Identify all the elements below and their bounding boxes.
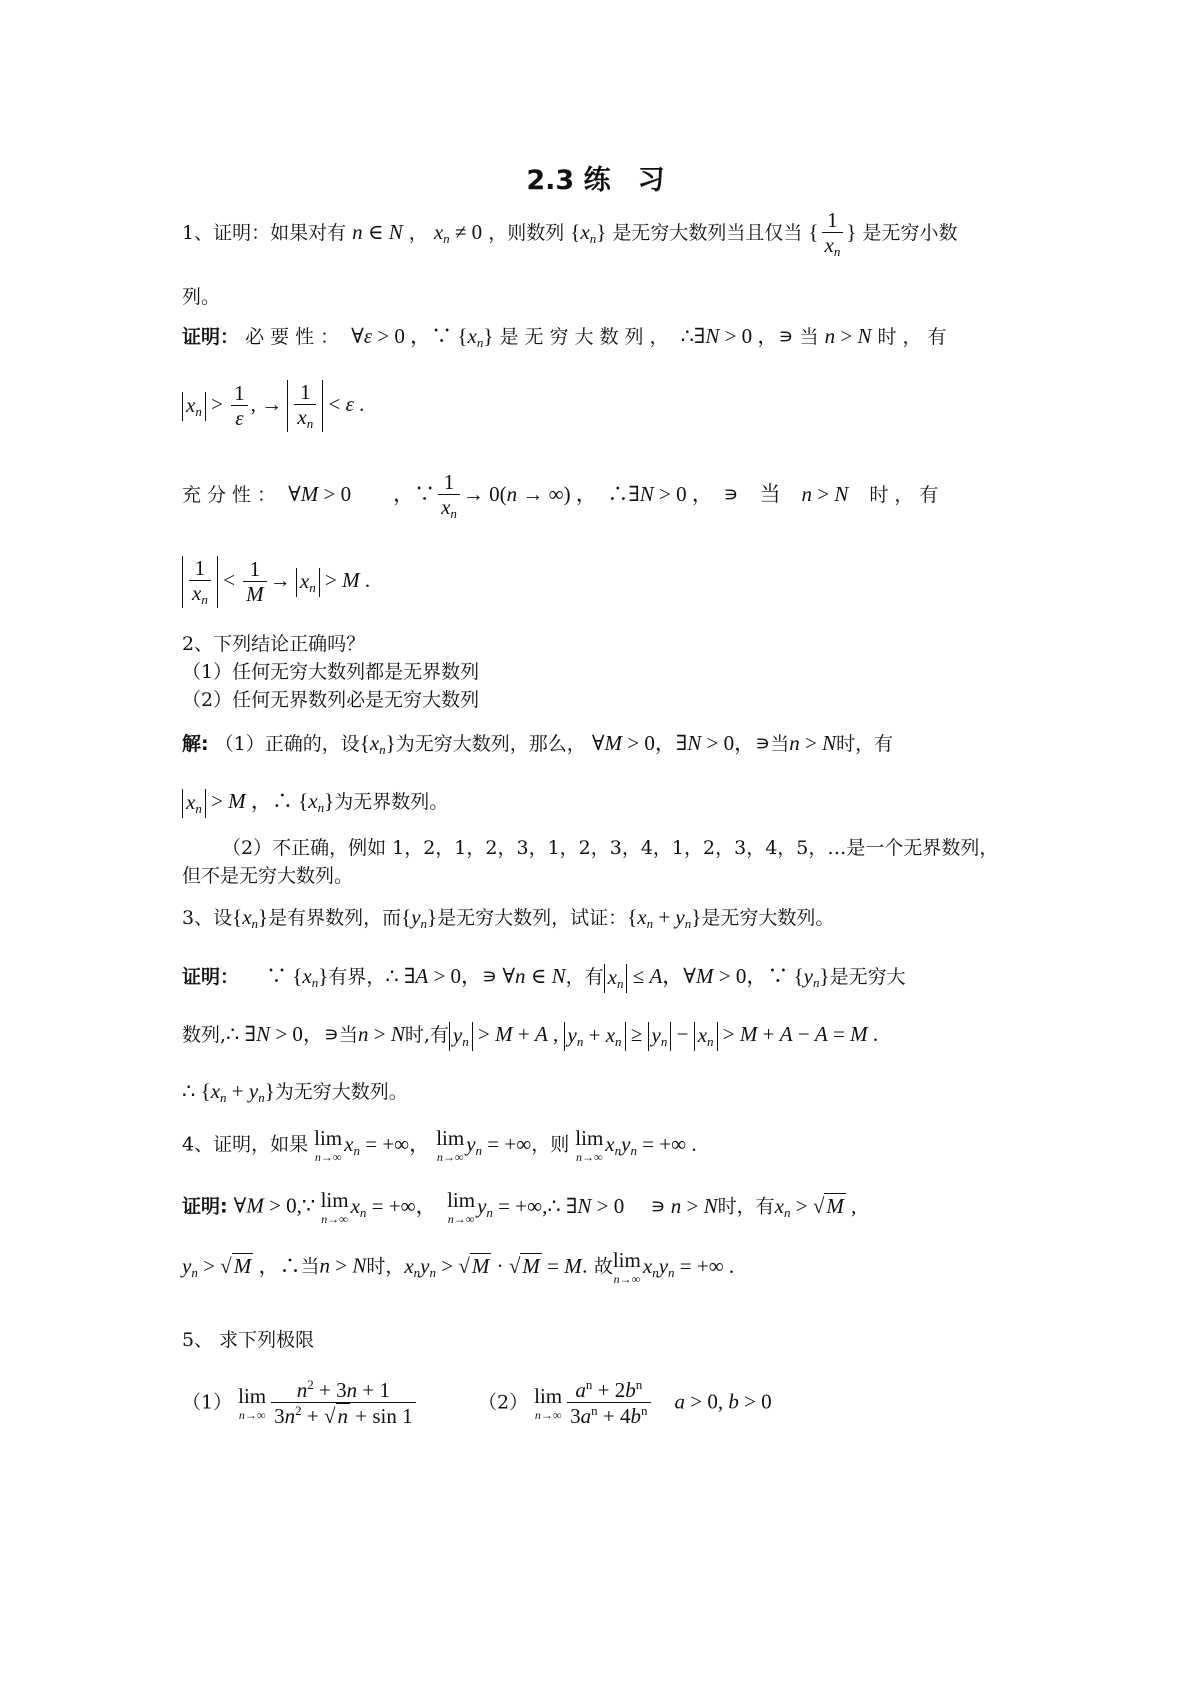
- proof-3-line-2: 数列,∴ ∃N > 0，∍当n > N时,有 $y_n > M + A$ , $y_n + x_n \ge y_n - x_n > M + A - A = M$ .: [182, 1022, 879, 1049]
- proof-1-sufficiency: 充分性： ∀M > 0 ，∵ $\frac{1}{x_n}$ → 0(n → ∞) ， ∴∃N > 0 ， ∍ 当 n > N 时，有: [182, 470, 945, 522]
- proof-3-line-1: 证明： ∵ $\{x_n\}$有界，∴ ∃A > 0，∍ ∀n ∈ N，有 $x_n \le A$，∀M > 0，∵ $\{y_n\}$是无穷大: [182, 964, 906, 991]
- solution-2-part-2: （2）不正确，例如 1，2，1，2，3，1，2，3，4，1，2，3，4，5，…是一个无界数列，: [222, 837, 999, 859]
- problem-2-item-1: （1）任何无穷大数列都是无界数列: [182, 661, 480, 683]
- problem-1-statement: 1、证明：如果对有 n ∈ N ， $x_n \ne 0$ ，则数列 $\{x_n\}$ 是无穷大数列当且仅当 { $\frac{1}{x_n}$ } 是无穷小数: [182, 208, 958, 260]
- problem-4-statement: 4、证明，如果 lim n→∞ $x_n$ = +∞， lim n→∞ $y_n$ = +∞，则 lim n→∞ $x_ny_n$ = +∞ .: [182, 1126, 697, 1164]
- problem-2-item-2: （2）任何无界数列必是无穷大数列: [182, 689, 480, 711]
- proof-1-sufficiency-result: $\frac{1}{x_n}$ < $\frac{1}{M}$ → $x_n > M$ .: [182, 556, 370, 608]
- page-title: 2.3 练 习: [526, 165, 665, 196]
- proof-1-inequality: $x_n$ > $\frac{1}{\varepsilon}$ , → $\frac{1}{x_n}$ < ε .: [182, 380, 364, 432]
- proof-4-line-1: 证明: ∀M > 0,∵ lim n→∞ $x_n$ = +∞， lim n→∞ $y_n$ = +∞,∴ ∃N > 0 ∍ n > N时，有$x_n > √M$ ,: [182, 1188, 857, 1226]
- solution-2-part-1-result: $x_n > M$ ，∴ $\{x_n\}$为无界数列。: [182, 788, 448, 818]
- fraction-1-over-xn: $\frac{1}{x_n}$: [822, 208, 844, 260]
- proof-3-conclusion: ∴ $\{x_n + y_n\}$为无穷大数列。: [182, 1079, 408, 1105]
- solution-2-part-1: 解: （1）正确的，设$\{x_n\}$为无穷大数列，那么， ∀M > 0，∃N > 0，∍当n > N时，有: [182, 731, 894, 757]
- solution-2-part-2-cont: 但不是无穷大数列。: [182, 865, 354, 887]
- proof-4-line-2: $y_n > √M$ ，∴当n > N时，$x_ny_n > √M \cdot √M = M$. 故 lim n→∞ $x_ny_n$ = +∞ .: [182, 1248, 735, 1286]
- problem-5-heading: 5、 求下列极限: [182, 1329, 315, 1351]
- problem-2-heading: 2、下列结论正确吗？: [182, 633, 366, 655]
- problem-1-continuation: 列。: [182, 286, 221, 308]
- proof-1-necessity: 证明： 必要性： ∀ε > 0 ，∵ $\{x_n\}$ 是无穷大数列， ∴∃N > 0 ，∍ 当 n > N 时，有: [182, 324, 953, 350]
- problem-5-limit-2: （2） lim n→∞ $\frac{a^n + 2b^n}{3a^n + 4b^n}$ a > 0, b > 0: [478, 1377, 772, 1429]
- problem-3-statement: 3、设$\{x_n\}$是有界数列，而$\{y_n\}$是无穷大数列，试证：$\{x_n + y_n\}$是无穷大数列。: [182, 905, 835, 931]
- problem-5-limit-1: （1） lim n→∞ $\frac{n^2 + 3n + 1}{3n^2 + √n + \sin 1}$: [182, 1378, 419, 1429]
